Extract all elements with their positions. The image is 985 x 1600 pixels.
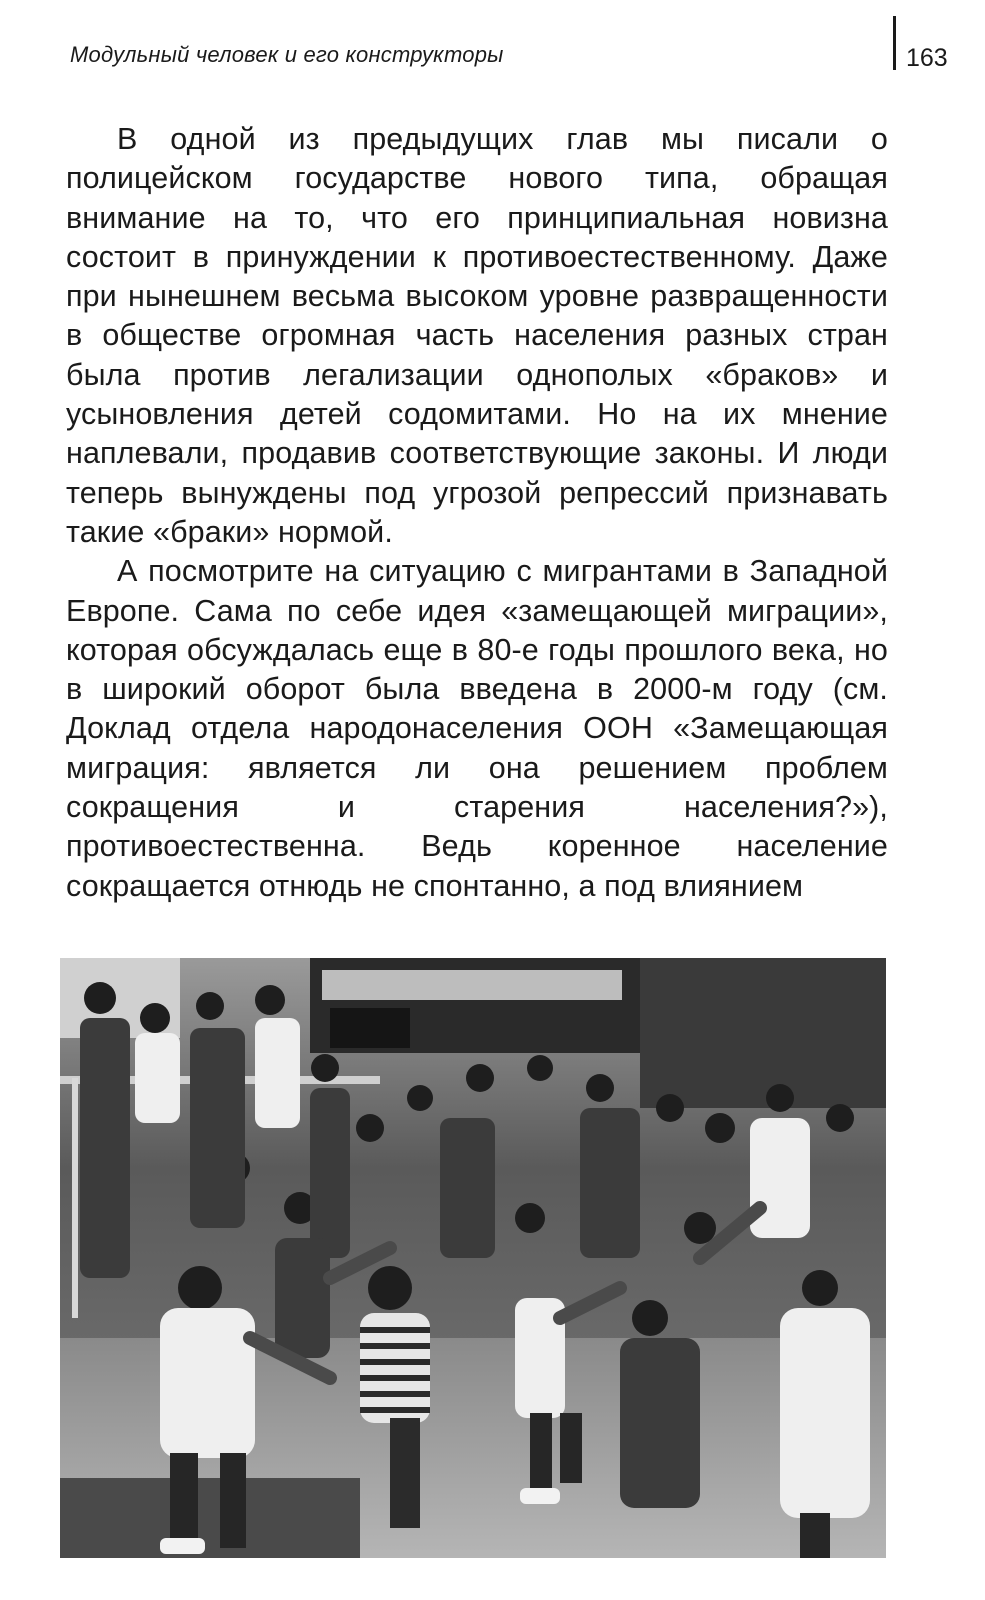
crowd-photo-icon — [60, 958, 886, 1558]
body-text — [66, 120, 888, 906]
paragraph-1: В одной из предыдущих глав мы писали о полицейском государстве нового типа, обращая внимание на то, что его принципиальная новизна состоит в принуждении к противоестественному. Даже при нынешнем весьма высоком уровне развращенности в обществе огромная часть населения разных стран была против легализации однополых «браков» и усыновления детей содомитами. Но на их мнение наплевали, продавив соответствующие законы. И люди теперь вынуждены под угрозой репрессий признавать такие «браки» нормой. — [66, 122, 888, 549]
running-head: Модульный человек и его конструкторы — [70, 42, 504, 67]
paragraph-2: А посмотрите на ситуацию с мигрантами в Западной Европе. Сама по себе идея «замещающей миграции», которая обсуждалась еще в 80-е годы прошлого века, но в широкий оборот была введена в 2000-м году (см. Доклад отдела народонаселения ООН «Замещающая миграция: является ли она решением проблем сокращения и старения населения?»), противоестественна. Ведь коренное население сокращается отнюдь не спонтанно, а под влиянием — [66, 554, 888, 903]
crowd-photo — [60, 958, 886, 1558]
page-number: 163 — [906, 44, 948, 72]
header-rule — [893, 16, 896, 70]
